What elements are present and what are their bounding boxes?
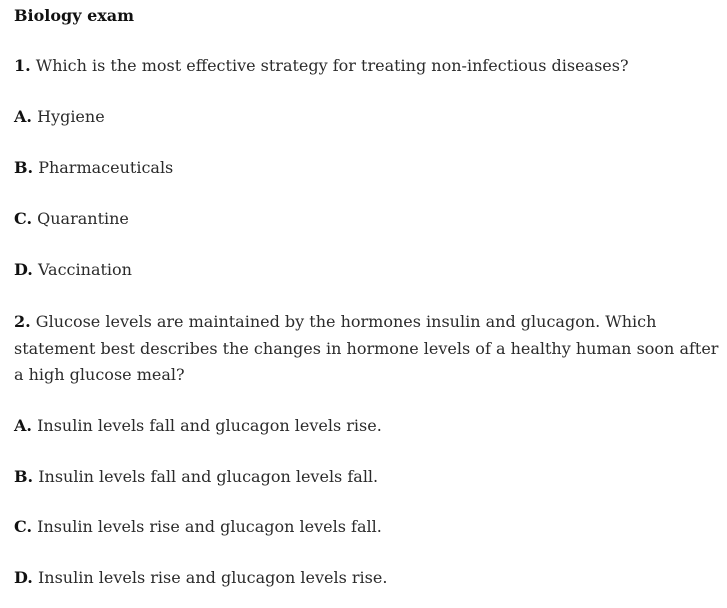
question-1-option-b — [14, 155, 173, 182]
option-letter: B. — [14, 158, 34, 177]
question-1-option-c — [14, 206, 129, 233]
option-text: Pharmaceuticals — [38, 158, 174, 177]
question-1-text: Which is the most effective strategy for treating non-infectious diseases? — [35, 56, 629, 75]
option-letter: A. — [14, 416, 32, 435]
question-2-option-a — [14, 413, 382, 440]
question-2-number: 2. — [14, 312, 31, 331]
option-letter: D. — [14, 568, 33, 587]
option-text: Insulin levels rise and glucagon levels rise. — [37, 568, 388, 587]
option-letter: B. — [14, 467, 34, 486]
question-1-option-d — [14, 257, 132, 284]
option-letter: D. — [14, 260, 33, 279]
option-letter: C. — [14, 209, 33, 228]
option-text: Insulin levels rise and glucagon levels fall. — [37, 517, 382, 536]
option-text: Insulin levels fall and glucagon levels fall. — [38, 467, 379, 486]
question-1-option-a — [14, 104, 105, 131]
option-letter: A. — [14, 107, 32, 126]
page-title: Biology exam — [14, 6, 135, 25]
question-1-number: 1. — [14, 56, 31, 75]
question-2 — [14, 309, 722, 389]
question-2-option-d — [14, 565, 387, 592]
option-text: Insulin levels fall and glucagon levels rise. — [37, 416, 382, 435]
option-text: Hygiene — [37, 107, 105, 126]
question-2-option-b — [14, 464, 378, 491]
option-letter: C. — [14, 517, 33, 536]
question-1 — [14, 53, 629, 80]
option-text: Quarantine — [37, 209, 129, 228]
option-text: Vaccination — [37, 260, 132, 279]
question-2-option-c — [14, 514, 382, 541]
question-2-text: Glucose levels are maintained by the hormones insulin and glucagon. Which statement best describes the changes in hormone levels of a healthy human soon after a high glucose meal? — [14, 312, 719, 384]
